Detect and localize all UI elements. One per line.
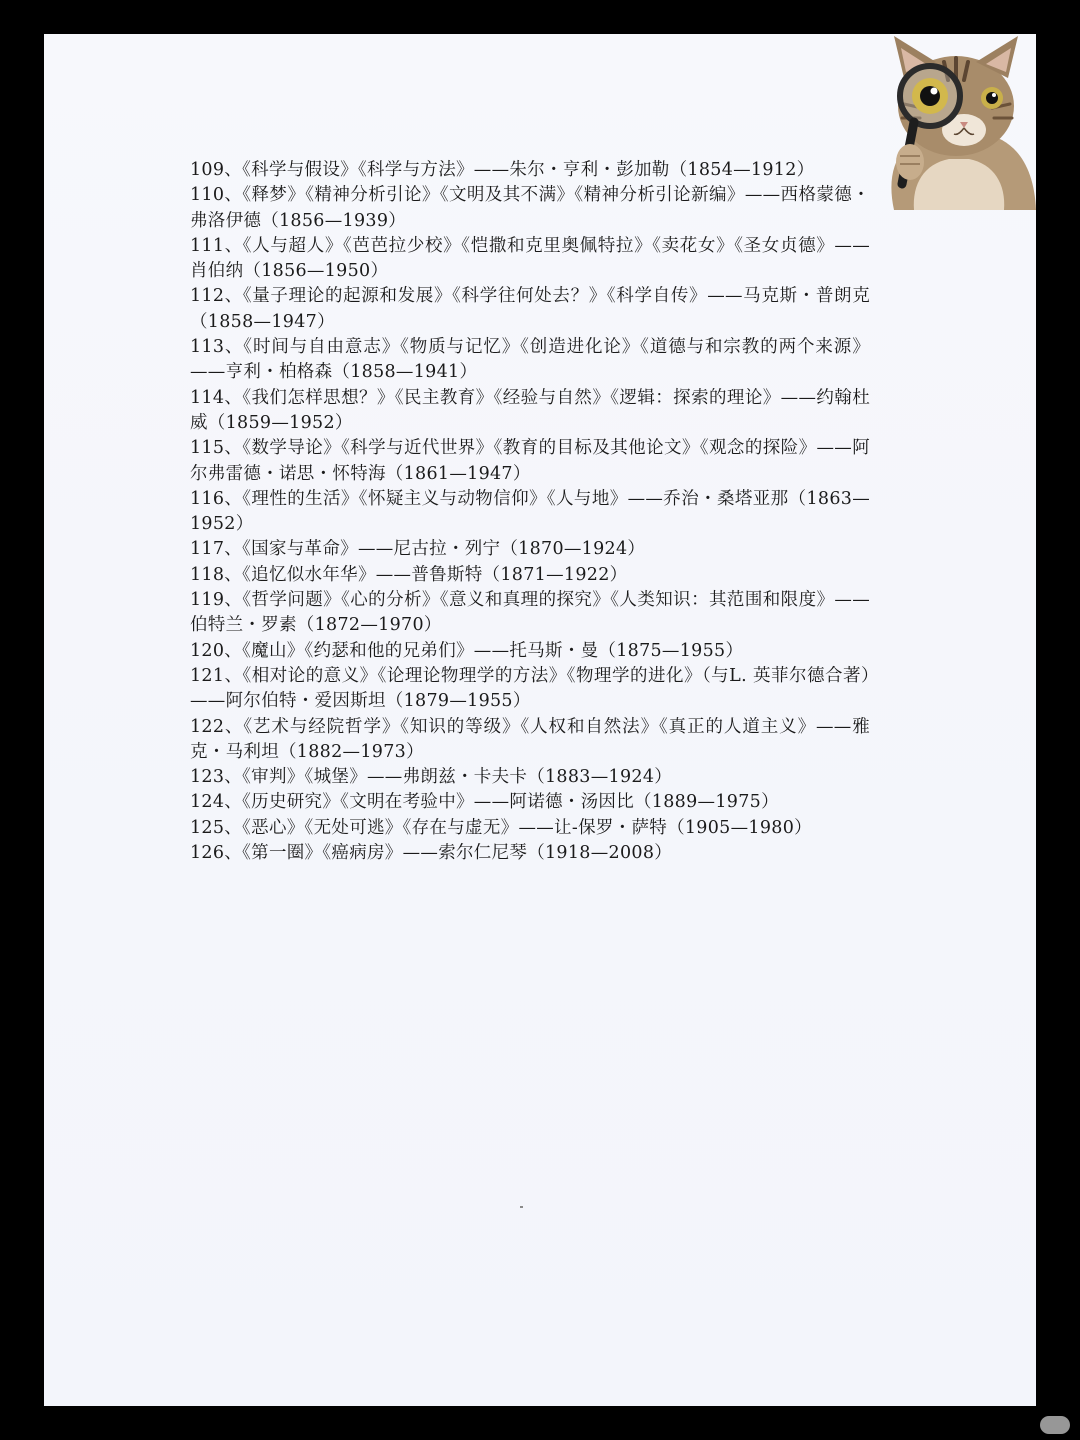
- list-entry: 118、《追忆似水年华》——普鲁斯特（1871—1922）: [190, 564, 628, 585]
- list-entry: 111、《人与超人》《芭芭拉少校》《恺撒和克里奥佩特拉》《卖花女》《圣女贞德》——肖伯纳（1856—1950）: [190, 235, 870, 282]
- list-entry: 126、《第一圈》《癌病房》——索尔仁尼琴（1918—2008）: [190, 843, 673, 864]
- list-entry: 109、《科学与假设》《科学与方法》——朱尔・亨利・彭加勒（1854—1912）: [190, 160, 815, 180]
- list-entry: 112、《量子理论的起源和发展》《科学往何处去？》《科学自传》——马克斯・普朗克（1858—1947）: [190, 286, 870, 332]
- scanned-page: [44, 34, 1036, 1406]
- list-entry: 121、《相对论的意义》《论理论物理学的方法》《物理学的进化》（与L. 英菲尔德合著）——阿尔伯特・爱因斯坦（1879—1955）: [190, 665, 870, 712]
- list-entry: 113、《时间与自由意志》《物质与记忆》《创造进化论》《道德与和宗教的两个来源》——亨利・柏格森（1858—1941）: [190, 337, 870, 383]
- book-list: [190, 158, 870, 866]
- cat-with-magnifying-glass-icon: [874, 34, 1036, 210]
- watermark-logo: [1040, 1416, 1070, 1434]
- list-entry: 123、《审判》《城堡》——弗朗兹・卡夫卡（1883—1924）: [190, 767, 673, 788]
- list-entry: 110、《释梦》《精神分析引论》《文明及其不满》《精神分析引论新编》——西格蒙德・弗洛伊德（1856—1939）: [190, 185, 870, 231]
- list-entry: 116、《理性的生活》《怀疑主义与动物信仰》《人与地》——乔治・桑塔亚那（1863—1952）: [190, 488, 870, 535]
- list-entry: 117、《国家与革命》——尼古拉・列宁（1870—1924）: [190, 539, 646, 560]
- list-entry: 115、《数学导论》《科学与近代世界》《教育的目标及其他论文》《观念的探险》——阿尔弗雷德・诺思・怀特海（1861—1947）: [190, 438, 870, 484]
- list-entry: 120、《魔山》《约瑟和他的兄弟们》——托马斯・曼（1875—1955）: [190, 640, 744, 661]
- list-entry: 122、《艺术与经院哲学》《知识的等级》《人权和自然法》《真正的人道主义》——雅克・马利坦（1882—1973）: [190, 716, 870, 762]
- list-entry: 125、《恶心》《无处可逃》《存在与虚无》——让-保罗・萨特（1905—1980）: [190, 817, 812, 838]
- list-entry: 119、《哲学问题》《心的分析》《意义和真理的探究》《人类知识：其范围和限度》——伯特兰・罗素（1872—1970）: [190, 590, 870, 636]
- scan-speck: [520, 1206, 523, 1208]
- list-entry: 124、《历史研究》《文明在考验中》——阿诺德・汤因比（1889—1975）: [190, 792, 779, 813]
- list-entry: 114、《我们怎样思想？》《民主教育》《经验与自然》《逻辑：探索的理论》——约翰杜威（1859—1952）: [190, 387, 870, 433]
